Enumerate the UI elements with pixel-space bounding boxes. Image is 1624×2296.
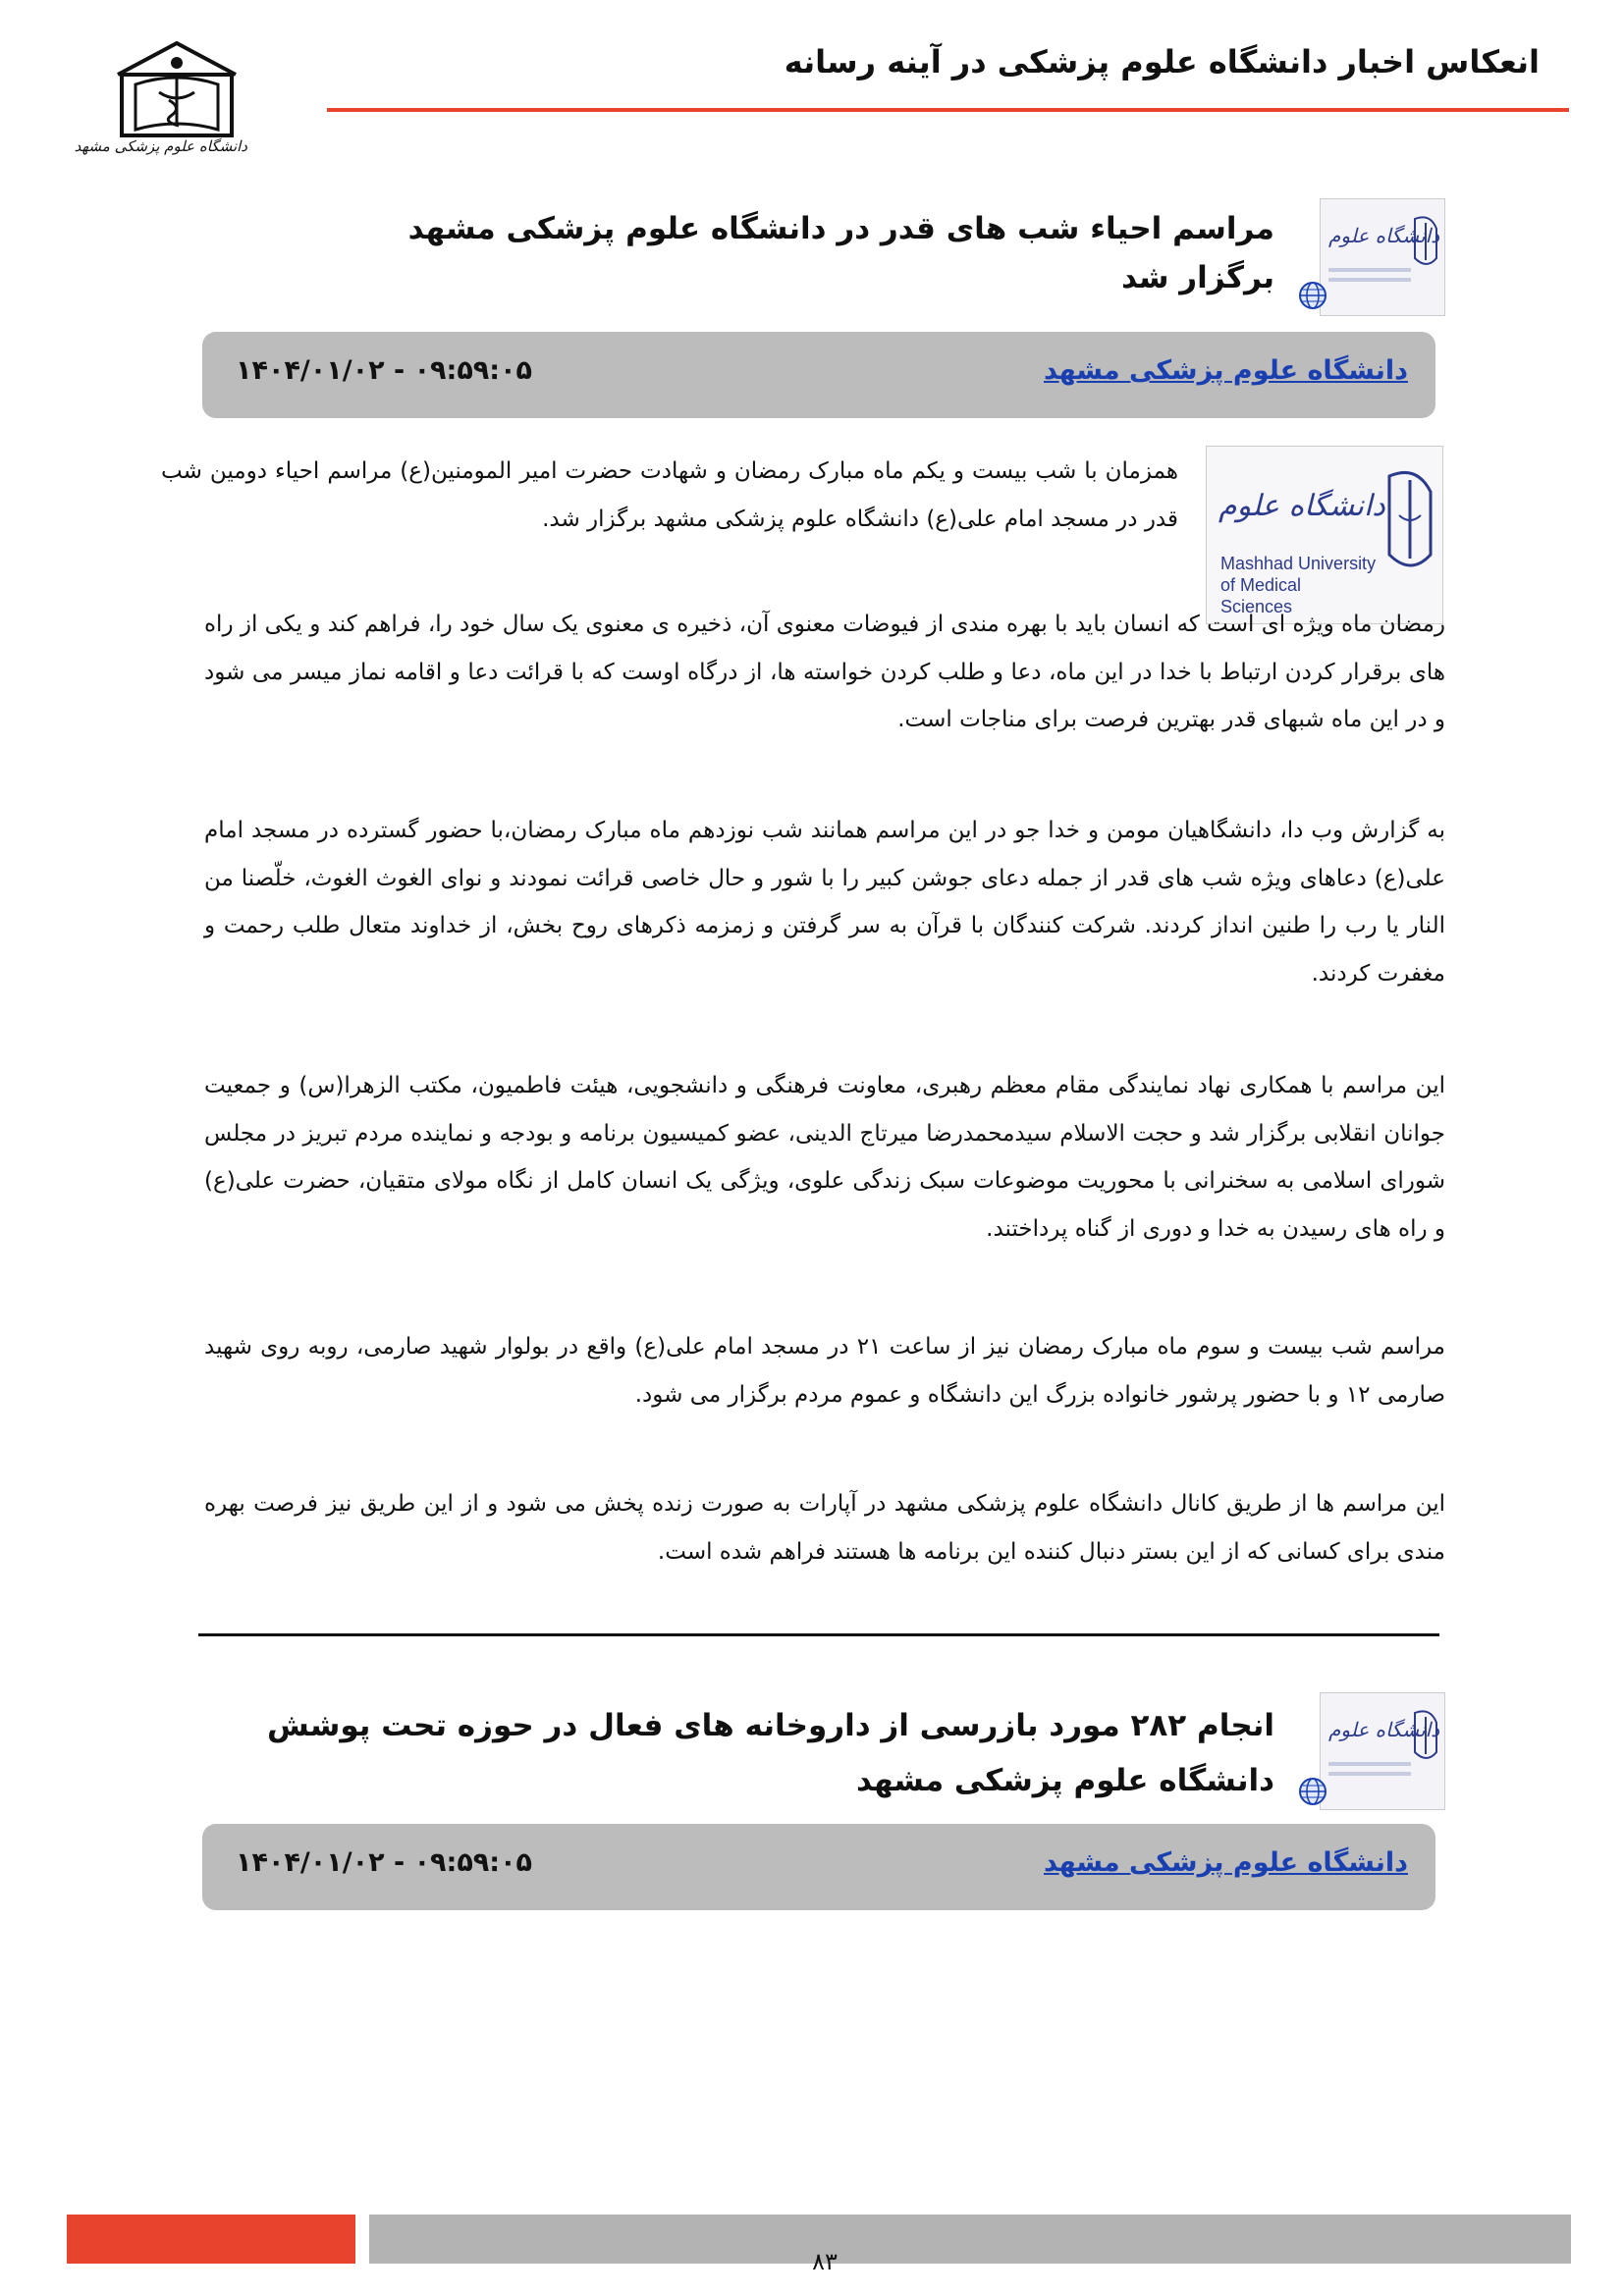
article-intro: همزمان با شب بیست و یکم ماه مبارک رمضان و شهادت حضرت امیر المومنین(ع) مراسم احیاء دومین شب قدر در مسجد امام علی(ع) دانشگاه علوم پزشکی مشهد برگزار شد. bbox=[161, 458, 1178, 532]
globe-icon[interactable] bbox=[1298, 281, 1327, 310]
svg-text:دانشگاه علوم: دانشگاه علوم bbox=[1218, 489, 1385, 523]
footer-bar bbox=[369, 2215, 1571, 2264]
article-thumbnail[interactable] bbox=[1320, 1692, 1445, 1810]
article-paragraph: مراسم شب بیست و سوم ماه مبارک رمضان نیز از ساعت ۲۱ در مسجد امام علی(ع) واقع در بولوار شهید صارمی، روبه روی شهید صارمی ۱۲ و با حضور پرشور خانواده بزرگ این دانشگاه و عموم مردم برگزار می شود. bbox=[204, 1334, 1445, 1408]
svg-text:دانشگاه علوم: دانشگاه علوم bbox=[1328, 1718, 1440, 1741]
mums-logo-icon bbox=[1321, 199, 1444, 315]
article-paragraph: رمضان ماه ویژه ای است که انسان باید با بهره مندی از فیوضات معنوی آن، ذخیره ی معنوی یک سال خود را، فراهم کند و یکی از راه های برقرار کردن ارتباط با خدا در این ماه، دعا و طلب کردن خواسته ها، از درگاه اوست که با قرائت دعا و اقامه نماز میسر می شود و در این ماه شبهای قدر بهترین فرصت برای مناجات است. bbox=[204, 612, 1445, 732]
article-meta-bar bbox=[202, 1824, 1435, 1910]
article-datetime: ۱۴۰۴/۰۱/۰۲ - ۰۹:۵۹:۰۵ bbox=[236, 355, 533, 386]
article-divider bbox=[198, 1633, 1439, 1636]
footer-accent-bar bbox=[67, 2215, 355, 2264]
page-number: ۸۳ bbox=[812, 2248, 838, 2275]
article-paragraph: این مراسم با همکاری نهاد نمایندگی مقام معظم رهبری، معاونت فرهنگی و دانشجویی، هیئت فاطمیون، مکتب الزهرا(س) و جمعیت جوانان انقلابی برگزار شد و حجت الاسلام سیدمحمدرضا میرتاج الدینی، عضو کمیسیون برنامه و بودجه و نماینده مردم تبریز در مجلس شورای اسلامی به سخنرانی با محوریت موضوعات سبک زندگی علوی، ویژگی یک انسان کامل از نگاه مولای متقیان، حضرت علی(ع) و راه های رسیدن به خدا و دوری از گناه پرداختند. bbox=[204, 1073, 1445, 1242]
university-emblem-icon bbox=[108, 35, 245, 143]
article-source-link[interactable]: دانشگاه علوم پزشکی مشهد bbox=[1044, 1847, 1408, 1878]
globe-icon[interactable] bbox=[1298, 1777, 1327, 1806]
article-paragraph: این مراسم ها از طریق کانال دانشگاه علوم پزشکی مشهد در آپارات به صورت زنده پخش می شود و از این طریق نیز فرصت بهره مندی برای کسانی که از این بستر دنبال کننده این برنامه ها هستند فراهم شده است. bbox=[204, 1491, 1445, 1565]
article-title[interactable]: انجام ۲۸۲ مورد بازرسی از داروخانه های فعال در حوزه تحت پوشش دانشگاه علوم پزشکی مشهد bbox=[267, 1708, 1274, 1798]
logo-caption: دانشگاه علوم پزشکی مشهد bbox=[74, 137, 247, 155]
article-datetime: ۱۴۰۴/۰۱/۰۲ - ۰۹:۵۹:۰۵ bbox=[236, 1847, 533, 1878]
mums-logo-icon bbox=[1321, 1693, 1444, 1809]
header-divider bbox=[327, 108, 1569, 112]
article-source-link[interactable]: دانشگاه علوم پزشکی مشهد bbox=[1044, 355, 1408, 386]
article-thumbnail[interactable] bbox=[1320, 198, 1445, 316]
image-caption: Mashhad University of Medical Sciences bbox=[1220, 554, 1377, 616]
article-paragraph: به گزارش وب دا، دانشگاهیان مومن و خدا جو در این مراسم همانند شب نوزدهم ماه مبارک رمضان،با حضور گسترده در مسجد امام علی(ع) دعاهای ویژه شب های قدر از جمله دعای جوشن کبیر را با شور و حال خاصی قرائت نمودند و نوای الغوث الغوث، خلّصنا من النار یا رب را طنین انداز کردند. شرکت کنندگان با قرآن به سر گرفتن و زمزمه ذکرهای روح بخش، از خداوند متعال طلب رحمت و مغفرت کردند. bbox=[204, 818, 1445, 987]
article-title[interactable]: مراسم احیاء شب های قدر در دانشگاه علوم پزشکی مشهد برگزار شد bbox=[407, 211, 1274, 295]
svg-text:دانشگاه علوم: دانشگاه علوم bbox=[1328, 224, 1440, 247]
article-meta-bar bbox=[202, 332, 1435, 418]
page-header-title: انعکاس اخبار دانشگاه علوم پزشکی در آینه رسانه bbox=[784, 43, 1540, 80]
article-image bbox=[1206, 446, 1443, 624]
